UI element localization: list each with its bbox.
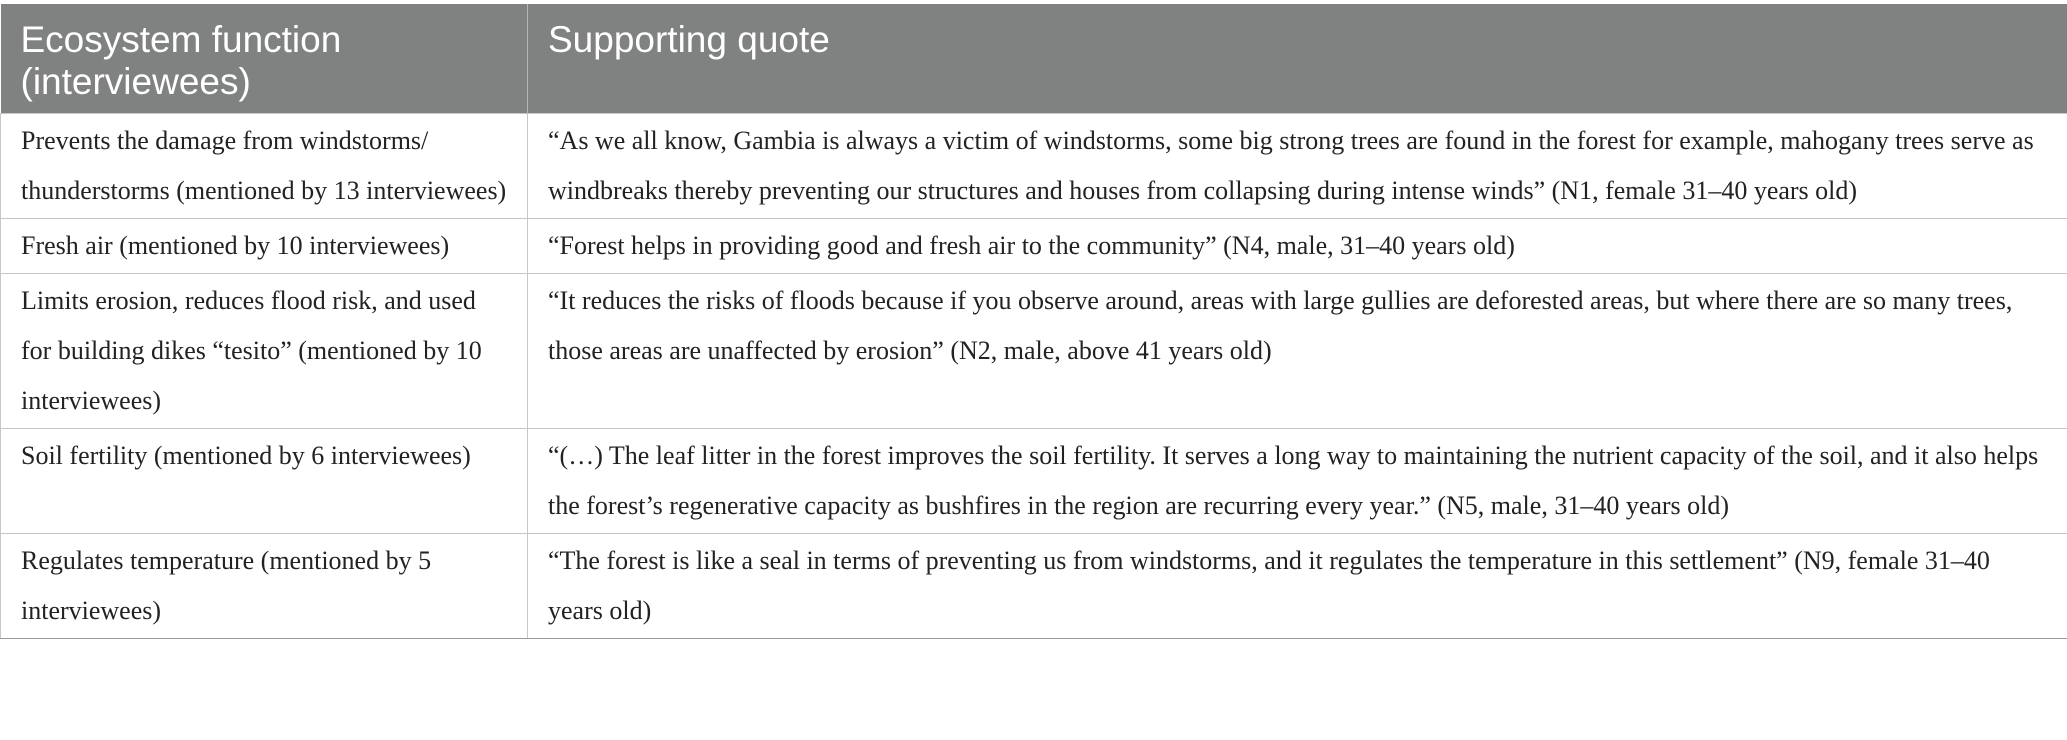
cell-quote: “Forest helps in providing good and fresh air to the community” (N4, male, 31–40 years old): [528, 219, 2067, 274]
table-row: [1, 429, 2067, 534]
table-body: [1, 114, 2067, 639]
header-supporting-quote: Supporting quote: [528, 4, 2067, 114]
cell-quote: “(…) The leaf litter in the forest improves the soil fertility. It serves a long way to maintaining the nutrient capacity of the soil, and it also helps the forest’s regenerative capacity as bushfires in the region are recurring every year.” (N5, male, 31–40 years old): [528, 429, 2067, 534]
ecosystem-function-table-wrapper: [0, 4, 2067, 639]
cell-quote: “The forest is like a seal in terms of preventing us from windstorms, and it regulates the temperature in this settlement” (N9, female 31–40 years old): [528, 534, 2067, 639]
cell-quote: “It reduces the risks of floods because if you observe around, areas with large gullies are deforested areas, but where there are so many trees, those areas are unaffected by erosion” (N2, male, above 41 years old): [528, 274, 2067, 429]
cell-function: Soil fertility (mentioned by 6 interviewees): [1, 429, 528, 534]
cell-function: Prevents the damage from windstorms/ thunderstorms (mentioned by 13 interviewees): [1, 114, 528, 219]
cell-quote: “As we all know, Gambia is always a victim of windstorms, some big strong trees are found in the forest for example, mahogany trees serve as windbreaks thereby preventing our structures and houses from collapsing during intense winds” (N1, female 31–40 years old): [528, 114, 2067, 219]
table-header: [1, 4, 2067, 114]
header-row: [1, 4, 2067, 114]
table-row: [1, 219, 2067, 274]
table-row: [1, 114, 2067, 219]
header-ecosystem-function: Ecosystem function (interviewees): [1, 4, 528, 114]
cell-function: Regulates temperature (mentioned by 5 interviewees): [1, 534, 528, 639]
cell-function: Fresh air (mentioned by 10 interviewees): [1, 219, 528, 274]
ecosystem-function-table: [0, 4, 2067, 639]
cell-function: Limits erosion, reduces flood risk, and used for building dikes “tesito” (mentioned by 10 interviewees): [1, 274, 528, 429]
table-row: [1, 534, 2067, 639]
table-row: [1, 274, 2067, 429]
